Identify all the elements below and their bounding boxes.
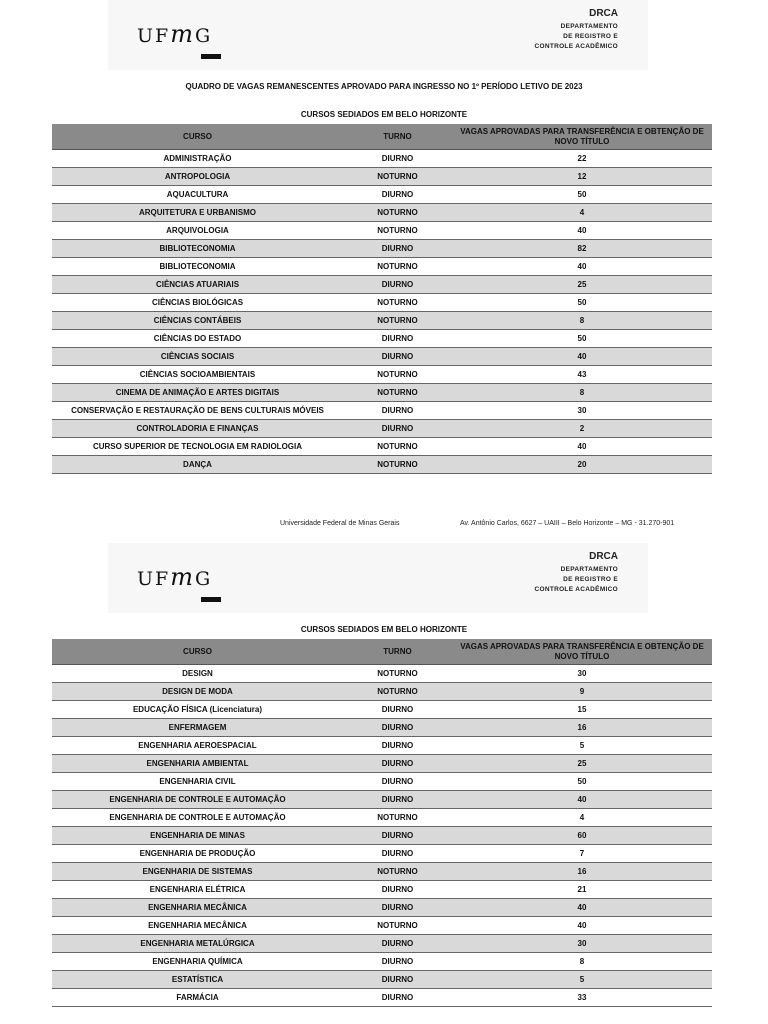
drca-line: DE REGISTRO E [563, 33, 618, 40]
cell-curso: CIÊNCIAS SOCIAIS [52, 348, 343, 366]
table-row [52, 276, 712, 294]
cell-turno: DIURNO [343, 971, 452, 989]
cell-curso: ENGENHARIA QUÍMICA [52, 953, 343, 971]
cell-curso: BIBLIOTECONOMIA [52, 258, 343, 276]
drca-line: DEPARTAMENTO [560, 23, 618, 30]
cell-vagas: 16 [452, 719, 712, 737]
cell-turno: NOTURNO [343, 809, 452, 827]
vacancies-table-1 [52, 124, 712, 474]
cell-curso: BIBLIOTECONOMIA [52, 240, 343, 258]
table-row [52, 737, 712, 755]
cell-vagas: 21 [452, 881, 712, 899]
cell-turno: DIURNO [343, 402, 452, 420]
cell-vagas: 50 [452, 773, 712, 791]
cell-turno: NOTURNO [343, 456, 452, 474]
cell-turno: NOTURNO [343, 863, 452, 881]
logo-text-m: m [170, 563, 195, 591]
cell-turno: DIURNO [343, 935, 452, 953]
table-row [52, 222, 712, 240]
cell-vagas: 8 [452, 953, 712, 971]
cell-curso: CIÊNCIAS DO ESTADO [52, 330, 343, 348]
table-row [52, 384, 712, 402]
cell-curso: CONSERVAÇÃO E RESTAURAÇÃO DE BENS CULTURAIS MÓVEIS [52, 402, 343, 420]
cell-vagas: 25 [452, 755, 712, 773]
cell-turno: NOTURNO [343, 384, 452, 402]
cell-vagas: 2 [452, 420, 712, 438]
column-header-curso: CURSO [52, 124, 343, 150]
cell-curso: ENGENHARIA DE PRODUÇÃO [52, 845, 343, 863]
cell-curso: ESTATÍSTICA [52, 971, 343, 989]
cell-vagas: 8 [452, 384, 712, 402]
page-header-2 [108, 543, 648, 613]
table-row [52, 168, 712, 186]
cell-turno: NOTURNO [343, 312, 452, 330]
cell-curso: CONTROLADORIA E FINANÇAS [52, 420, 343, 438]
cell-vagas: 4 [452, 809, 712, 827]
cell-curso: ENGENHARIA DE CONTROLE E AUTOMAÇÃO [52, 791, 343, 809]
cell-vagas: 30 [452, 935, 712, 953]
cell-vagas: 40 [452, 899, 712, 917]
cell-turno: DIURNO [343, 240, 452, 258]
table-row [52, 348, 712, 366]
cell-turno: NOTURNO [343, 294, 452, 312]
table-row [52, 827, 712, 845]
logo-text-uf: UF [137, 568, 171, 590]
document-title: QUADRO DE VAGAS REMANESCENTES APROVADO PARA INGRESSO NO 1º PERÍODO LETIVO DE 2023 [185, 82, 583, 91]
cell-vagas: 40 [452, 222, 712, 240]
cell-curso: CURSO SUPERIOR DE TECNOLOGIA EM RADIOLOGIA [52, 438, 343, 456]
cell-curso: CIÊNCIAS ATUARIAIS [52, 276, 343, 294]
cell-turno: DIURNO [343, 719, 452, 737]
cell-turno: DIURNO [343, 701, 452, 719]
cell-turno: DIURNO [343, 845, 452, 863]
cell-turno: DIURNO [343, 773, 452, 791]
cell-vagas: 40 [452, 438, 712, 456]
cell-curso: FARMÁCIA [52, 989, 343, 1007]
cell-curso: ANTROPOLOGIA [52, 168, 343, 186]
column-header-curso: CURSO [52, 639, 343, 665]
drca-title: DRCA [589, 551, 618, 562]
cell-turno: DIURNO [343, 420, 452, 438]
column-header-turno: TURNO [343, 124, 452, 150]
drca-line: CONTROLE ACADÊMICO [534, 586, 618, 593]
table-row [52, 755, 712, 773]
cell-vagas: 8 [452, 312, 712, 330]
cell-curso: ADMINISTRAÇÃO [52, 150, 343, 168]
cell-vagas: 5 [452, 971, 712, 989]
cell-vagas: 7 [452, 845, 712, 863]
cell-turno: DIURNO [343, 276, 452, 294]
cell-vagas: 30 [452, 665, 712, 683]
cell-curso: ARQUIVOLOGIA [52, 222, 343, 240]
cell-curso: CINEMA DE ANIMAÇÃO E ARTES DIGITAIS [52, 384, 343, 402]
cell-turno: DIURNO [343, 150, 452, 168]
table-row [52, 809, 712, 827]
drca-line: DEPARTAMENTO [560, 566, 618, 573]
logo-text-uf: UF [137, 25, 171, 47]
cell-turno: DIURNO [343, 348, 452, 366]
cell-vagas: 40 [452, 917, 712, 935]
cell-vagas: 60 [452, 827, 712, 845]
cell-vagas: 50 [452, 186, 712, 204]
logo-text-g: G [194, 568, 213, 590]
table-row [52, 971, 712, 989]
cell-turno: DIURNO [343, 186, 452, 204]
cell-curso: ENGENHARIA AMBIENTAL [52, 755, 343, 773]
cell-vagas: 25 [452, 276, 712, 294]
table-row [52, 917, 712, 935]
cell-turno: NOTURNO [343, 168, 452, 186]
section-title: CURSOS SEDIADOS EM BELO HORIZONTE [300, 110, 468, 119]
table-row [52, 701, 712, 719]
cell-curso: DESIGN DE MODA [52, 683, 343, 701]
cell-turno: DIURNO [343, 899, 452, 917]
table-row [52, 863, 712, 881]
cell-curso: ENGENHARIA DE SISTEMAS [52, 863, 343, 881]
cell-vagas: 50 [452, 294, 712, 312]
cell-vagas: 15 [452, 701, 712, 719]
cell-vagas: 4 [452, 204, 712, 222]
cell-curso: DANÇA [52, 456, 343, 474]
cell-vagas: 20 [452, 456, 712, 474]
cell-turno: NOTURNO [343, 258, 452, 276]
table-row [52, 258, 712, 276]
cell-turno: DIURNO [343, 737, 452, 755]
cell-turno: NOTURNO [343, 222, 452, 240]
ufmg-logo [137, 563, 212, 591]
cell-curso: CIÊNCIAS BIOLÓGICAS [52, 294, 343, 312]
cell-turno: DIURNO [343, 827, 452, 845]
table-row [52, 366, 712, 384]
logo-text-m: m [170, 20, 195, 48]
cell-vagas: 5 [452, 737, 712, 755]
cell-turno: NOTURNO [343, 917, 452, 935]
logo-text-g: G [194, 25, 213, 47]
drca-line: CONTROLE ACADÊMICO [534, 43, 618, 50]
table-header-row [52, 639, 712, 665]
cell-vagas: 43 [452, 366, 712, 384]
cell-curso: ARQUITETURA E URBANISMO [52, 204, 343, 222]
drca-block [534, 8, 618, 52]
footer-address: Av. Antônio Carlos, 6627 – UAIII – Belo Horizonte – MG - 31.270-901 [460, 520, 675, 527]
table-row [52, 791, 712, 809]
column-header-vagas: VAGAS APROVADAS PARA TRANSFERÊNCIA E OBTENÇÃO DE NOVO TÍTULO [452, 639, 712, 665]
cell-curso: ENGENHARIA DE MINAS [52, 827, 343, 845]
table-row [52, 438, 712, 456]
cell-curso: ENGENHARIA AEROESPACIAL [52, 737, 343, 755]
cell-curso: AQUACULTURA [52, 186, 343, 204]
cell-curso: ENGENHARIA DE CONTROLE E AUTOMAÇÃO [52, 809, 343, 827]
footer-university: Universidade Federal de Minas Gerais [280, 520, 400, 527]
table-row [52, 935, 712, 953]
cell-vagas: 12 [452, 168, 712, 186]
cell-vagas: 30 [452, 402, 712, 420]
cell-curso: ENGENHARIA MECÂNICA [52, 917, 343, 935]
cell-vagas: 50 [452, 330, 712, 348]
cell-curso: CIÊNCIAS SOCIOAMBIENTAIS [52, 366, 343, 384]
cell-vagas: 40 [452, 258, 712, 276]
cell-turno: NOTURNO [343, 366, 452, 384]
cell-curso: ENGENHARIA METALÚRGICA [52, 935, 343, 953]
cell-turno: NOTURNO [343, 438, 452, 456]
cell-curso: CIÊNCIAS CONTÁBEIS [52, 312, 343, 330]
cell-curso: ENGENHARIA CIVIL [52, 773, 343, 791]
cell-curso: ENFERMAGEM [52, 719, 343, 737]
table-row [52, 312, 712, 330]
cell-curso: ENGENHARIA ELÉTRICA [52, 881, 343, 899]
table-row [52, 240, 712, 258]
table-row [52, 683, 712, 701]
table-row [52, 420, 712, 438]
table-row [52, 845, 712, 863]
column-header-turno: TURNO [343, 639, 452, 665]
table-row [52, 456, 712, 474]
ufmg-logo [137, 20, 212, 48]
cell-vagas: 40 [452, 348, 712, 366]
table-row [52, 186, 712, 204]
cell-turno: DIURNO [343, 755, 452, 773]
cell-turno: DIURNO [343, 989, 452, 1007]
column-header-vagas: VAGAS APROVADAS PARA TRANSFERÊNCIA E OBTENÇÃO DE NOVO TÍTULO [452, 124, 712, 150]
cell-turno: DIURNO [343, 791, 452, 809]
drca-block [534, 551, 618, 595]
cell-vagas: 9 [452, 683, 712, 701]
table-row [52, 881, 712, 899]
cell-turno: NOTURNO [343, 683, 452, 701]
cell-vagas: 33 [452, 989, 712, 1007]
table-row [52, 899, 712, 917]
cell-vagas: 82 [452, 240, 712, 258]
table-row [52, 402, 712, 420]
table-row [52, 773, 712, 791]
cell-turno: NOTURNO [343, 204, 452, 222]
table-row [52, 150, 712, 168]
table-row [52, 665, 712, 683]
cell-vagas: 22 [452, 150, 712, 168]
cell-turno: NOTURNO [343, 665, 452, 683]
cell-vagas: 16 [452, 863, 712, 881]
cell-turno: DIURNO [343, 330, 452, 348]
vacancies-table-2 [52, 639, 712, 1007]
table-row [52, 294, 712, 312]
table-row [52, 989, 712, 1007]
logo-bar [201, 597, 221, 602]
drca-title: DRCA [589, 8, 618, 19]
table-row [52, 330, 712, 348]
logo-bar [201, 54, 221, 59]
cell-turno: DIURNO [343, 953, 452, 971]
drca-line: DE REGISTRO E [563, 576, 618, 583]
page-header-1 [108, 0, 648, 70]
cell-curso: EDUCAÇÃO FÍSICA (Licenciatura) [52, 701, 343, 719]
table-row [52, 719, 712, 737]
section-title: CURSOS SEDIADOS EM BELO HORIZONTE [300, 625, 468, 634]
table-header-row [52, 124, 712, 150]
cell-turno: DIURNO [343, 881, 452, 899]
cell-vagas: 40 [452, 791, 712, 809]
cell-curso: DESIGN [52, 665, 343, 683]
table-row [52, 953, 712, 971]
cell-curso: ENGENHARIA MECÂNICA [52, 899, 343, 917]
table-row [52, 204, 712, 222]
